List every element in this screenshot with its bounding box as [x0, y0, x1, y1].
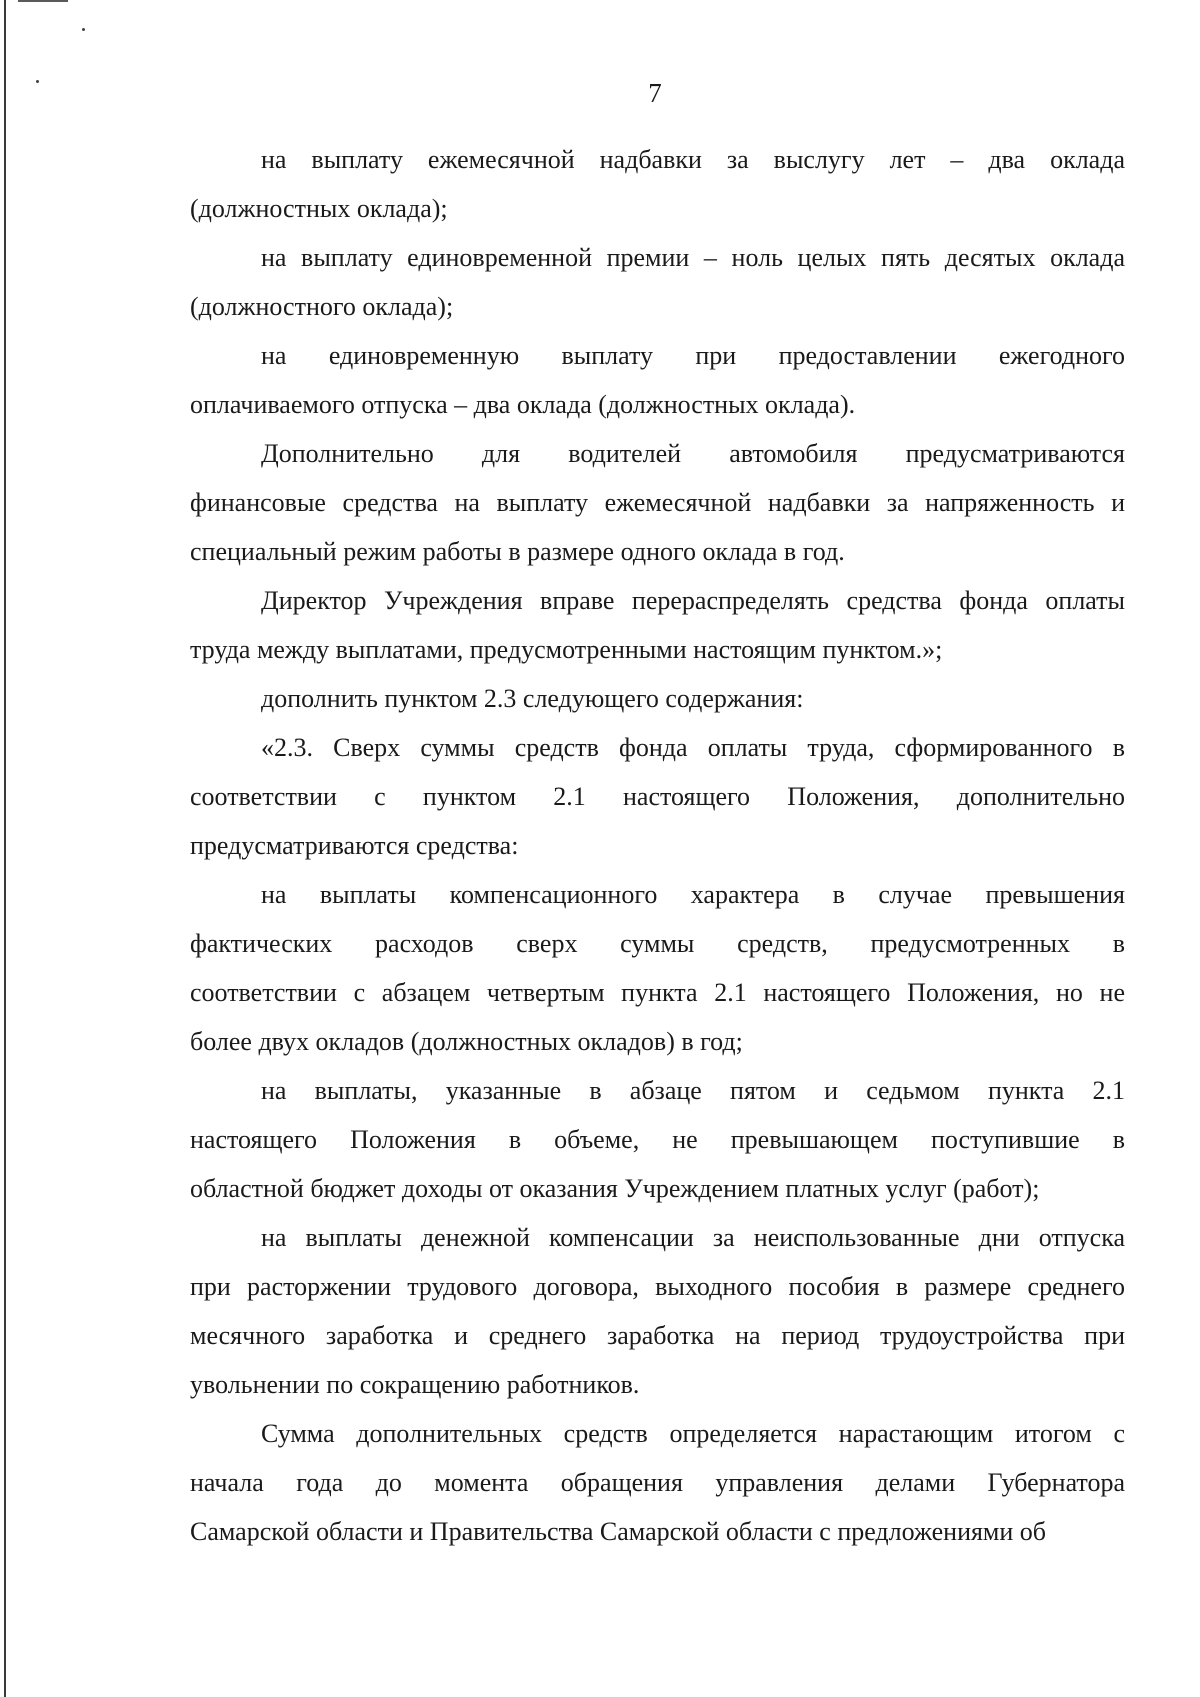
paragraph — [190, 233, 1125, 331]
paragraph — [190, 870, 1125, 1066]
paragraph — [190, 1213, 1125, 1409]
text-line: (должностного оклада); — [190, 292, 454, 321]
text-line: дополнить пунктом 2.3 следующего содержания: — [261, 684, 804, 713]
scan-speck — [36, 80, 39, 83]
text-line: начала года до момента обращения управления делами Губернатора — [190, 1468, 1125, 1497]
text-line: на выплаты, указанные в абзаце пятом и седьмом пункта 2.1 — [261, 1076, 1125, 1105]
scan-top-mark — [18, 0, 68, 2]
paragraph — [190, 1066, 1125, 1213]
paragraph — [190, 674, 1125, 723]
text-line: более двух окладов (должностных окладов) в год; — [190, 1027, 743, 1056]
text-line: Самарской области и Правительства Самарской области с предложениями об — [190, 1517, 1047, 1546]
text-line: соответствии с абзацем четвертым пункта 2.1 настоящего Положения, но не — [190, 978, 1125, 1007]
text-line: на выплаты компенсационного характера в случае превышения — [261, 880, 1125, 909]
text-line: на выплату единовременной премии – ноль целых пять десятых оклада — [261, 243, 1125, 272]
paragraph — [190, 1409, 1125, 1556]
text-line: специальный режим работы в размере одного оклада в год. — [190, 537, 845, 566]
text-line: на выплату ежемесячной надбавки за выслугу лет – два оклада — [261, 145, 1125, 174]
text-line: фактических расходов сверх суммы средств, предусмотренных в — [190, 929, 1125, 958]
text-line: (должностных оклада); — [190, 194, 448, 223]
text-line: финансовые средства на выплату ежемесячной надбавки за напряженность и — [190, 488, 1125, 517]
text-line: соответствии с пунктом 2.1 настоящего Положения, дополнительно — [190, 782, 1125, 811]
paragraph — [190, 576, 1125, 674]
text-line: труда между выплатами, предусмотренными настоящим пунктом.»; — [190, 635, 943, 664]
text-line: областной бюджет доходы от оказания Учреждением платных услуг (работ); — [190, 1174, 1040, 1203]
text-line: настоящего Положения в объеме, не превышающем поступившие в — [190, 1125, 1125, 1154]
text-line: Сумма дополнительных средств определяется нарастающим итогом с — [261, 1419, 1125, 1448]
text-line: Дополнительно для водителей автомобиля предусматриваются — [261, 439, 1125, 468]
page-number: 7 — [648, 78, 662, 108]
document-body — [190, 135, 1125, 1556]
paragraph — [190, 135, 1125, 233]
text-line: Директор Учреждения вправе перераспределять средства фонда оплаты — [261, 586, 1125, 615]
text-line: оплачиваемого отпуска – два оклада (должностных оклада). — [190, 390, 856, 419]
text-line: при расторжении трудового договора, выходного пособия в размере среднего — [190, 1272, 1125, 1301]
text-line: предусматриваются средства: — [190, 831, 519, 860]
paragraph — [190, 429, 1125, 576]
paragraph — [190, 331, 1125, 429]
text-line: на выплаты денежной компенсации за неиспользованные дни отпуска — [261, 1223, 1125, 1252]
paragraph — [190, 723, 1125, 870]
scan-speck — [82, 28, 85, 31]
scan-left-edge — [4, 0, 6, 1697]
text-line: «2.3. Сверх суммы средств фонда оплаты труда, сформированного в — [261, 733, 1125, 762]
text-line: увольнении по сокращению работников. — [190, 1370, 640, 1399]
text-line: на единовременную выплату при предоставлении ежегодного — [261, 341, 1125, 370]
text-line: месячного заработка и среднего заработка на период трудоустройства при — [190, 1321, 1125, 1350]
